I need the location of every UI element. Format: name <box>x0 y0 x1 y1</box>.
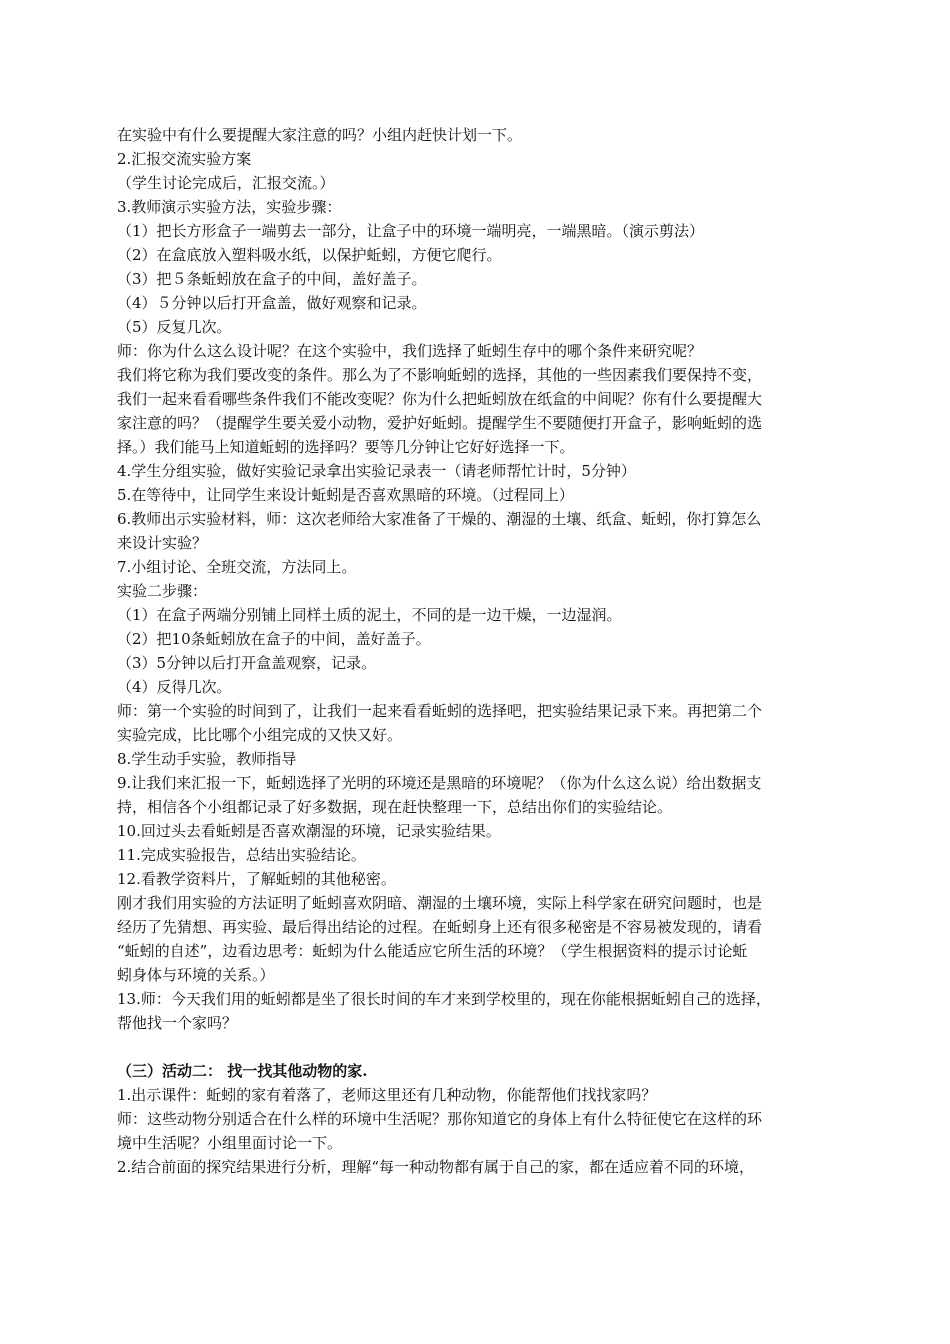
text-line: 刚才我们用实验的方法证明了蚯蚓喜欢阴暗、潮湿的土壤环境，实际上科学家在研究问题时，也是 <box>117 894 763 912</box>
text-line: 我们一起来看看哪些条件我们不能改变呢？你为什么把蚯蚓放在纸盒的中间呢？你有什么要提醒大 <box>117 390 763 408</box>
text-line: （2）在盒底放入塑料吸水纸，以保护蚯蚓，方便它爬行。 <box>117 246 502 264</box>
text-line: 来设计实验？ <box>117 534 208 552</box>
text-line: 13.师：今天我们用的蚯蚓都是坐了很长时间的车才来到学校里的，现在你能根据蚯蚓自己的选择， <box>117 990 771 1008</box>
text-line: 帮他找一个家吗？ <box>117 1014 238 1032</box>
text-line: （4）反得几次。 <box>117 678 232 696</box>
text-line: 1.出示课件：蚯蚓的家有着落了，老师这里还有几种动物，你能帮他们找找家吗？ <box>117 1086 657 1104</box>
text-line: 择。）我们能马上知道蚯蚓的选择吗？要等几分钟让它好好选择一下。 <box>117 438 575 456</box>
text-line: 9.让我们来汇报一下，蚯蚓选择了光明的环境还是黑暗的环境呢？（你为什么这么说）给出数据支 <box>117 774 762 792</box>
text-line: （3）把５条蚯蚓放在盒子的中间，盖好盖子。 <box>117 270 427 288</box>
activity-two-block <box>117 1083 837 1179</box>
text-line: 持，相信各个小组都记录了好多数据，现在赶快整理一下，总结出你们的实验结论。 <box>117 798 673 816</box>
text-line: 我们将它称为我们要改变的条件。那么为了不影响蚯蚓的选择，其他的一些因素我们要保持不变， <box>117 366 763 384</box>
document-body <box>117 123 837 1179</box>
text-line: （4）５分钟以后打开盒盖，做好观察和记录。 <box>117 294 427 312</box>
paragraph-gap <box>117 1035 837 1059</box>
text-line: 8.学生动手实验，教师指导 <box>117 750 297 768</box>
text-line: 蚓身体与环境的关系。） <box>117 966 275 984</box>
text-line: （3）5分钟以后打开盒盖观察，记录。 <box>117 654 377 672</box>
text-line: （5）反复几次。 <box>117 318 232 336</box>
text-line: 6.教师出示实验材料，师：这次老师给大家准备了干燥的、潮湿的土壤、纸盒、蚯蚓，你打算怎么 <box>117 510 762 528</box>
text-line: （1）把长方形盒子一端剪去一部分，让盒子中的环境一端明亮，一端黑暗。（演示剪法） <box>117 222 705 240</box>
text-line: 10.回过头去看蚯蚓是否喜欢潮湿的环境，记录实验结果。 <box>117 822 501 840</box>
text-line: 11.完成实验报告，总结出实验结论。 <box>117 846 366 864</box>
text-line: 师：第一个实验的时间到了，让我们一起来看看蚯蚓的选择吧，把实验结果记录下来。再把第二个 <box>117 702 763 720</box>
text-line: 5.在等待中，让同学生来设计蚯蚓是否喜欢黑暗的环境。（过程同上） <box>117 486 574 504</box>
text-line: （1）在盒子两端分别铺上同样土质的泥土，不同的是一边干燥，一边湿润。 <box>117 606 622 624</box>
text-line: （学生讨论完成后，汇报交流。） <box>117 174 335 192</box>
text-line: 在实验中有什么要提醒大家注意的吗？小组内赶快计划一下。 <box>117 126 523 144</box>
lesson-steps-block <box>117 123 837 1035</box>
section-heading: （三）活动二： 找一找其他动物的家. <box>117 1062 368 1080</box>
text-line: 师：你为什么这么设计呢？在这个实验中，我们选择了蚯蚓生存中的哪个条件来研究呢？ <box>117 342 703 360</box>
text-line: 2.结合前面的探究结果进行分析，理解“每一种动物都有属于自己的家，都在适应着不同的环境， <box>117 1158 754 1176</box>
text-line: 家注意的吗？（提醒学生要关爱小动物，爱护好蚯蚓。提醒学生不要随便打开盒子，影响蚯蚓的选 <box>117 414 763 432</box>
text-line: 3.教师演示实验方法，实验步骤： <box>117 198 342 216</box>
text-line: 12.看教学资料片，了解蚯蚓的其他秘密。 <box>117 870 396 888</box>
text-line: 师：这些动物分别适合在什么样的环境中生活呢？那你知道它的身体上有什么特征使它在这样的环 <box>117 1110 763 1128</box>
text-line: 2.汇报交流实验方案 <box>117 150 252 168</box>
text-line: 4.学生分组实验，做好实验记录拿出实验记录表一（请老师帮忙计时，5分钟） <box>117 462 636 480</box>
text-line: 境中生活呢？小组里面讨论一下。 <box>117 1134 343 1152</box>
text-line: 实验二步骤： <box>117 582 208 600</box>
text-line: “蚯蚓的自述”，边看边思考：蚯蚓为什么能适应它所生活的环境？（学生根据资料的提示讨论蚯 <box>117 942 748 960</box>
text-line: （2）把10条蚯蚓放在盒子的中间，盖好盖子。 <box>117 630 431 648</box>
text-line: 实验完成，比比哪个小组完成的又快又好。 <box>117 726 403 744</box>
text-line: 经历了先猜想、再实验、最后得出结论的过程。在蚯蚓身上还有很多秘密是不容易被发现的，请看 <box>117 918 763 936</box>
text-line: 7.小组讨论、全班交流，方法同上。 <box>117 558 357 576</box>
